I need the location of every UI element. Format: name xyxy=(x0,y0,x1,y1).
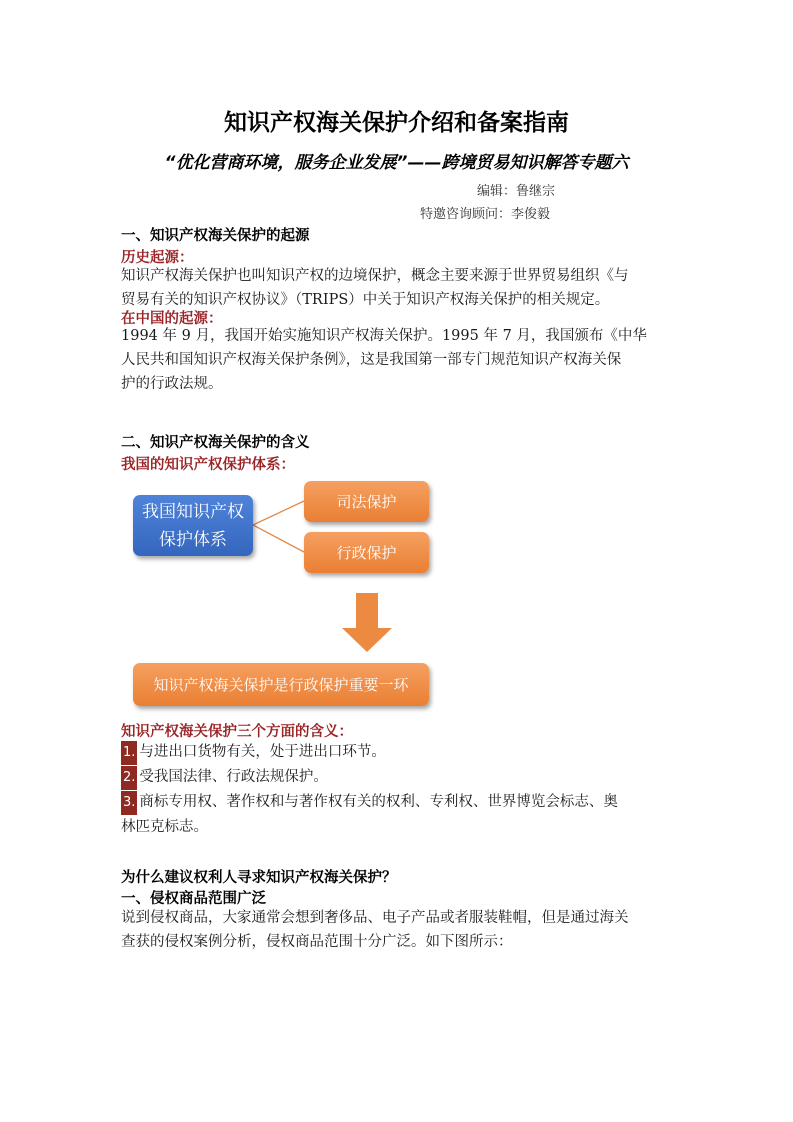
section3-line-1: 说到侵权商品，大家通常会想到奢侈品、电子产品或者服装鞋帽，但是通过海关 xyxy=(121,910,629,926)
list-item-text: 受我国法律、行政法规保护。 xyxy=(139,769,328,785)
diagram-root-line2: 保护体系 xyxy=(159,529,227,550)
meaning-list xyxy=(121,740,681,839)
list-number: 2. xyxy=(121,766,137,790)
why-question-heading: 为什么建议权利人寻求知识产权海关保护？ xyxy=(121,870,397,886)
china-line-1: 1994 年 9 月，我国开始实施知识产权海关保护。1995 年 7 月，我国颁布《中华 xyxy=(121,328,647,344)
diagram-result-box: 知识产权海关保护是行政保护重要一环 xyxy=(133,663,429,706)
editor-credit: 编辑：鲁继宗 xyxy=(477,184,556,199)
section3-paragraph xyxy=(121,906,681,954)
down-arrow-icon xyxy=(342,593,392,652)
section3-line-2: 查获的侵权案例分析，侵权商品范围十分广泛。如下图所示： xyxy=(121,934,513,950)
list-item-text: 商标专用权、著作权和与著作权有关的权利、专利权、世界博览会标志、奥 xyxy=(139,794,618,810)
diagram-administrative-protection: 行政保护 xyxy=(304,532,429,573)
history-line-2: 贸易有关的知识产权协议》（TRIPS）中关于知识产权海关保护的相关规定。 xyxy=(121,292,610,308)
section1-heading: 一、知识产权海关保护的起源 xyxy=(121,228,310,244)
diagram-root-box xyxy=(133,495,253,556)
section2-heading: 二、知识产权海关保护的含义 xyxy=(121,435,310,451)
list-item-text: 与进出口货物有关，处于进出口环节。 xyxy=(139,744,386,760)
list-item-continued: 林匹克标志。 xyxy=(121,819,208,835)
list-number: 3. xyxy=(121,791,137,815)
china-line-2: 人民共和国知识产权海关保护条例》，这是我国第一部专门规范知识产权海关保 xyxy=(121,352,622,368)
china-origin-label: 在中国的起源： xyxy=(121,311,223,327)
list-item xyxy=(121,765,681,790)
meaning-label: 知识产权海关保护三个方面的含义： xyxy=(121,724,353,740)
diagram-judicial-protection: 司法保护 xyxy=(304,481,429,522)
list-item xyxy=(121,740,681,765)
document-subtitle: “优化营商环境，服务企业发展”——跨境贸易知识解答专题六 xyxy=(164,153,629,173)
section3-heading: 一、侵权商品范围广泛 xyxy=(121,891,266,907)
list-number: 1. xyxy=(121,741,137,765)
china-line-3: 护的行政法规。 xyxy=(121,376,223,392)
document-title: 知识产权海关保护介绍和备案指南 xyxy=(224,110,569,136)
history-label: 历史起源： xyxy=(121,250,194,266)
diagram-root-line1: 我国知识产权 xyxy=(142,501,244,522)
system-label: 我国的知识产权保护体系： xyxy=(121,457,295,473)
list-item xyxy=(121,790,681,815)
advisor-credit: 特邀咨询顾问：李俊毅 xyxy=(420,207,551,222)
history-line-1: 知识产权海关保护也叫知识产权的边境保护，概念主要来源于世界贸易组织《与 xyxy=(121,268,629,284)
